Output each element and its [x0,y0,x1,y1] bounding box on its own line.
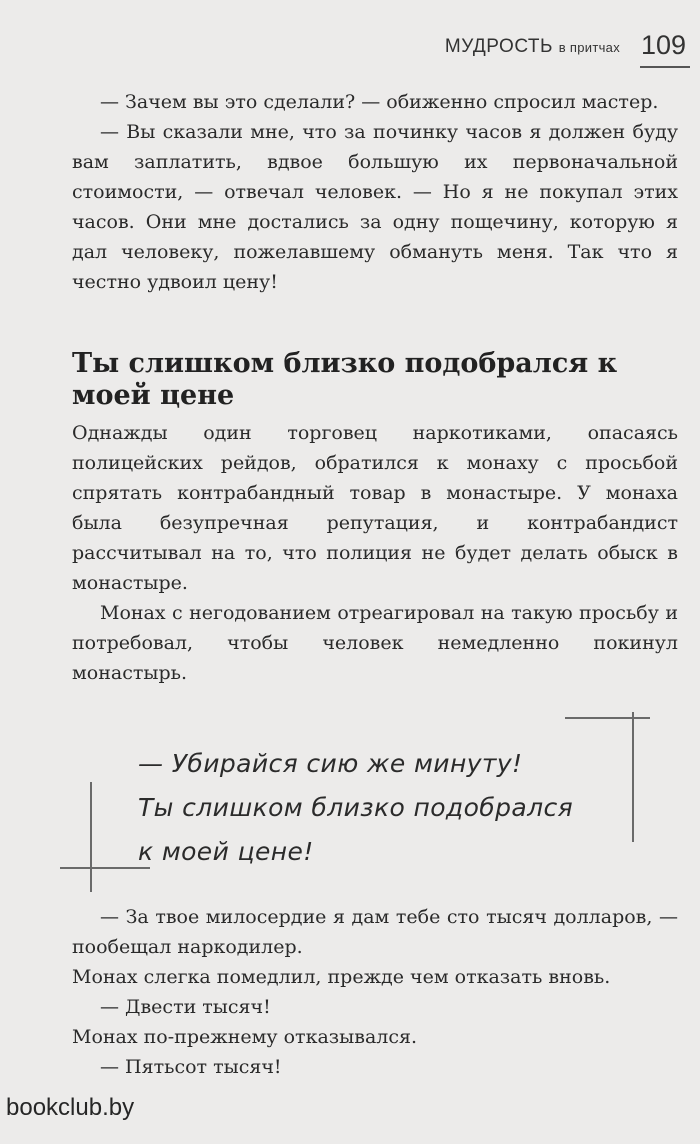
quote-line: Ты слишком близко подобрался [138,793,574,822]
quote-line: — Убирайся сию же минуту! [138,749,523,778]
paragraph: Однажды один торговец наркотиками, опасаясь полицейских рейдов, обратился к монаху с просьбой спрятать контрабандный товар в монастыре. У монаха была безупречная репутация, и контрабандист рассчитывал на то, что полиция не будет делать обыск в монастыре. [72,422,678,594]
paragraph: Монах слегка помедлил, прежде чем отказать вновь. [72,966,611,988]
quote-line: к моей цене! [138,837,314,866]
pull-quote [60,712,660,902]
quote-corner-mark [632,712,634,842]
section-heading: Ты слишком близко подобрался к моей цене [72,348,618,411]
paragraph: — Пятьсот тысяч! [100,1056,282,1078]
section-text-block [72,418,678,688]
paragraph: Монах с негодованием отреагировал на такую просьбу и потребовал, чтобы человек немедленно покинул монастырь. [72,602,678,684]
paragraph: — Зачем вы это сделали? — обиженно спросил мастер. [100,91,659,113]
header-title-main: МУДРОСТЬ [444,36,553,57]
paragraph: — За твое милосердие я дам тебе сто тысяч долларов, — пообещал наркодилер. [72,906,678,958]
quote-corner-mark [60,867,150,869]
pull-quote-text [138,742,598,874]
running-header-title [445,36,620,58]
bottom-text-block [72,902,678,1082]
paragraph: — Двести тысяч! [100,996,271,1018]
header-title-small: в притчах [558,40,620,55]
header-rule [640,66,690,68]
site-watermark: bookclub.by [6,1094,135,1121]
quote-corner-mark [90,782,92,892]
quote-corner-mark [565,717,650,719]
page-number: 109 [640,30,686,60]
paragraph: Монах по-прежнему отказывался. [72,1026,418,1048]
running-header [0,30,700,66]
top-text-block [72,87,678,297]
paragraph: — Вы сказали мне, что за починку часов я должен буду вам заплатить, вдвое большую их первоначальной стоимости, — отвечал человек. — Но я не покупал этих часов. Они мне достались за одну пощечину, которую я дал человеку, пожелавшему обмануть меня. Так что я честно удвоил цену! [72,121,678,293]
